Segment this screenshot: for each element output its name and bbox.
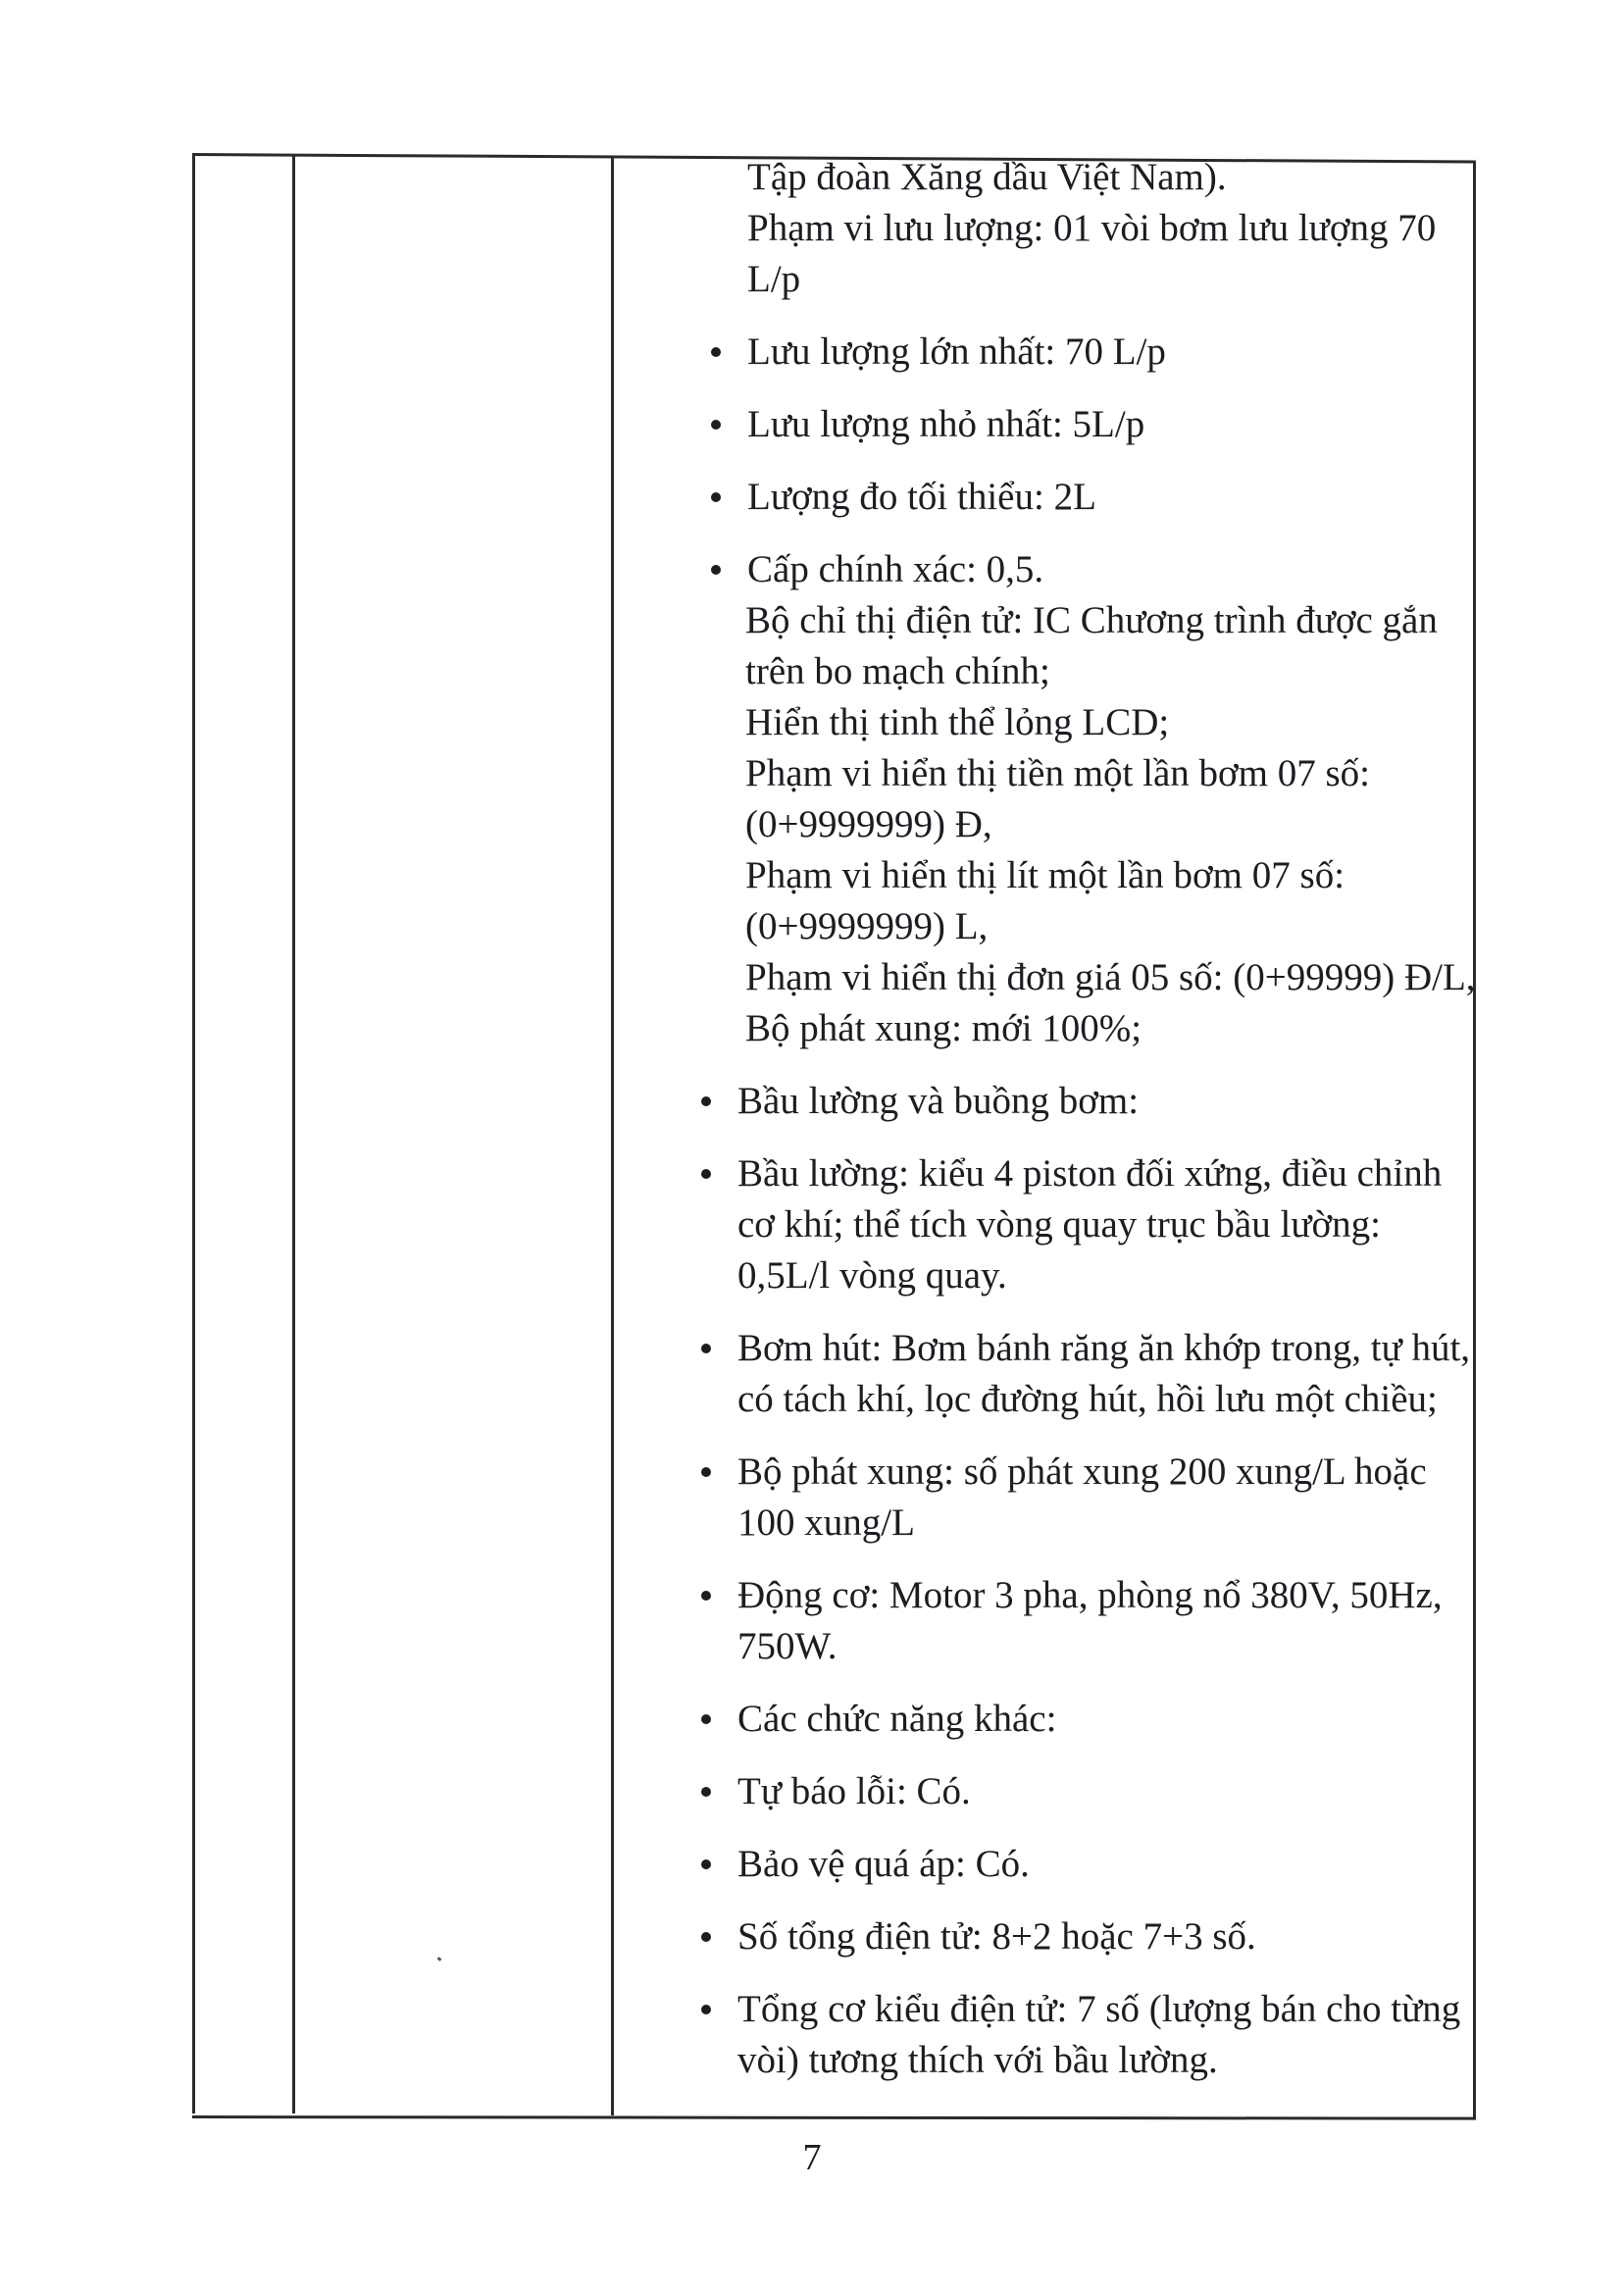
bullet-text: Lượng đo tối thiểu: 2L [747, 476, 1096, 518]
bullet-item [693, 399, 1491, 450]
bullet-icon [701, 1467, 711, 1477]
text-line: Bộ phát xung: mới 100%; [745, 1007, 1142, 1049]
bullet-icon [701, 2005, 711, 2014]
bullet-icon [701, 1932, 711, 1942]
bullet-text: Các chức năng khác: [737, 1698, 1057, 1740]
bullet-text: Động cơ: Motor 3 pha, phòng nổ 380V, 50Hz, [737, 1574, 1443, 1616]
spec-cell-content [677, 152, 1491, 2086]
bullet-item [684, 1323, 1491, 1425]
bullet-item [693, 327, 1491, 378]
bullet-icon [701, 1787, 711, 1797]
bullet-text: Cấp chính xác: 0,5. [747, 548, 1044, 590]
bullet-list-2 [737, 1076, 1491, 2086]
text-line: Phạm vi lưu lượng: 01 vòi bơm lưu lượng 70 [747, 207, 1437, 249]
bullet-text: có tách khí, lọc đường hút, hồi lưu một chiều; [737, 1378, 1438, 1420]
bullet-text: Bảo vệ quá áp: Có. [737, 1843, 1030, 1885]
bullet-icon [711, 347, 721, 357]
bullet-text: Bộ phát xung: số phát xung 200 xung/L hoặc [737, 1451, 1427, 1493]
bullet-text: Bầu lường: kiểu 4 piston đối xứng, điều chỉnh [737, 1152, 1443, 1195]
bullet-item [684, 1076, 1491, 1127]
intro-lines [747, 152, 1491, 305]
bullet-icon [711, 420, 721, 430]
table-col-divider-2 [611, 157, 614, 2115]
bullet-icon [701, 1591, 711, 1601]
bullet-item [684, 1570, 1491, 1672]
bullet-text: Số tổng điện tử: 8+2 hoặc 7+3 số. [737, 1915, 1256, 1958]
table-left-border [192, 154, 195, 2113]
bullet-item [693, 472, 1491, 523]
bullet-icon [711, 565, 721, 575]
bullet-item [684, 1911, 1491, 1962]
text-line: (0+9999999) L, [745, 905, 989, 947]
bullet-text: Bầu lường và buồng bơm: [737, 1080, 1140, 1122]
text-line: Phạm vi hiển thị đơn giá 05 số: (0+99999) Đ/L, [745, 956, 1476, 998]
table-col-divider-1 [292, 154, 295, 2113]
bullet-icon [701, 1714, 711, 1724]
bullet-item [684, 1839, 1491, 1890]
bullet-list-1 [747, 327, 1491, 595]
text-line: (0+9999999) Đ, [745, 803, 992, 845]
text-line: Phạm vi hiển thị tiền một lần bơm 07 số: [745, 752, 1371, 794]
page-number: 7 [802, 2137, 822, 2178]
bullet-text: 100 xung/L [737, 1502, 915, 1544]
text-line: Tập đoàn Xăng dầu Việt Nam). [747, 156, 1227, 198]
indicator-lines [745, 595, 1491, 1054]
bullet-text: Tổng cơ kiểu điện tử: 7 số (lượng bán cho từng [737, 1988, 1461, 2030]
bullet-text: Bơm hút: Bơm bánh răng ăn khớp trong, tự hút, [737, 1327, 1471, 1369]
bullet-item [684, 1694, 1491, 1745]
text-line: Phạm vi hiển thị lít một lần bơm 07 số: [745, 854, 1345, 896]
bullet-icon [701, 1169, 711, 1179]
bullet-item [684, 1447, 1491, 1549]
bullet-text: Lưu lượng lớn nhất: 70 L/p [747, 331, 1166, 373]
bullet-text: Lưu lượng nhỏ nhất: 5L/p [747, 403, 1145, 445]
bullet-icon [701, 1344, 711, 1353]
bullet-text: cơ khí; thể tích vòng quay trục bầu lường: [737, 1203, 1381, 1246]
bullet-text: vòi) tương thích với bầu lường. [737, 2039, 1218, 2081]
bullet-icon [711, 492, 721, 502]
bullet-item [684, 1766, 1491, 1817]
bullet-item [693, 544, 1491, 595]
bullet-text: 750W. [737, 1625, 837, 1667]
bullet-text: 0,5L/l vòng quay. [737, 1254, 1007, 1297]
text-line: trên bo mạch chính; [745, 650, 1050, 692]
scan-speck [437, 1957, 442, 1961]
table-bottom-border [192, 2115, 1476, 2120]
bullet-item [684, 1148, 1491, 1301]
bullet-item [684, 1984, 1491, 2086]
bullet-text: Tự báo lỗi: Có. [737, 1770, 971, 1812]
text-line: L/p [747, 258, 801, 300]
text-line: Bộ chỉ thị điện tử: IC Chương trình được gắn [745, 599, 1438, 641]
bullet-icon [701, 1096, 711, 1106]
bullet-icon [701, 1859, 711, 1869]
text-line: Hiển thị tinh thể lỏng LCD; [745, 701, 1170, 743]
